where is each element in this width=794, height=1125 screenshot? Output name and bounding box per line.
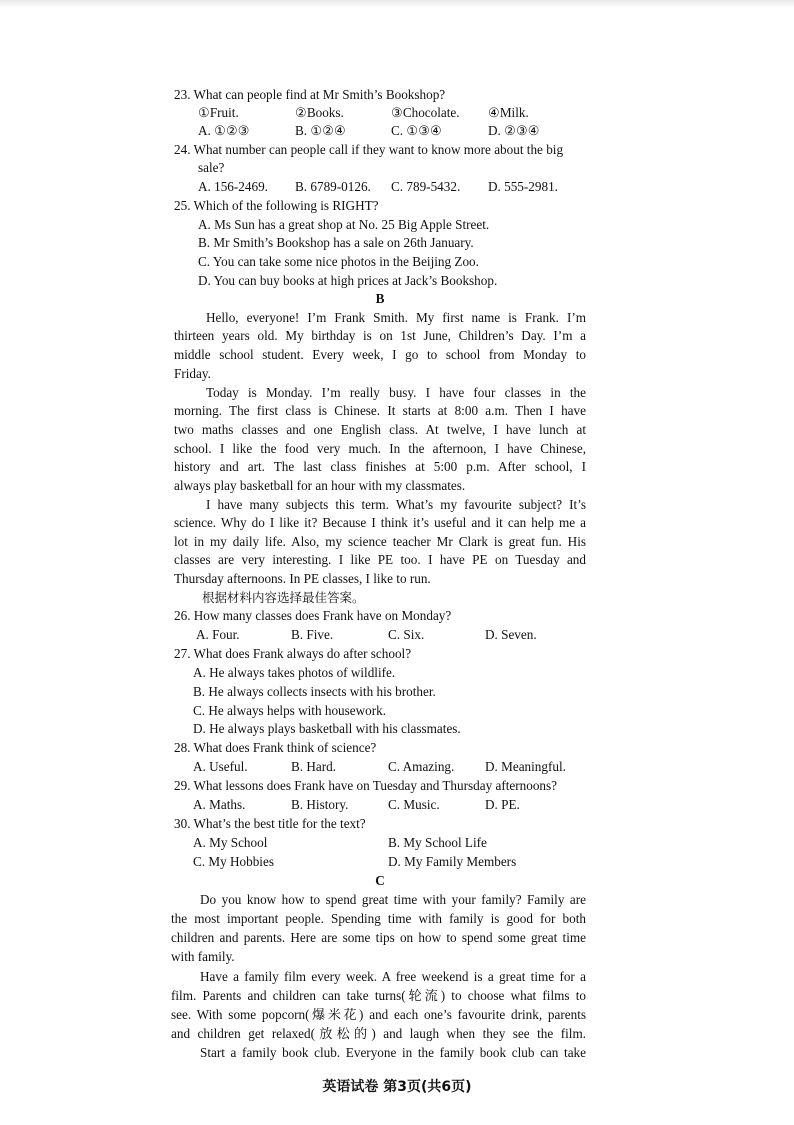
passage-b-line: Friday. xyxy=(174,366,211,381)
q26-option-c: C. Six. xyxy=(388,627,425,642)
q26-option-a: A. Four. xyxy=(196,627,240,642)
passage-b-line: I have many subjects this term. What’s my favourite subject? It’s xyxy=(206,497,586,512)
passage-b-line: Today is Monday. I’m really busy. I have four classes in the xyxy=(206,385,586,400)
passage-c-line: Have a family film every week. A free weekend is a great time for a xyxy=(200,969,586,984)
passage-b-line: always play basketball for an hour with my classmates. xyxy=(174,478,466,493)
q23-option-a: A. ①②③ xyxy=(198,123,250,138)
question-27-stem: 27. What does Frank always do after school? xyxy=(174,646,412,661)
q28-option-a: A. Useful. xyxy=(193,759,248,774)
q25-option-d: D. You can buy books at high prices at Jack’s Bookshop. xyxy=(198,273,498,288)
passage-b-line: lot in my daily life. Also, my science teacher Mr Clark is great fun. His xyxy=(174,534,586,549)
section-b-instruction: 根据材料内容选择最佳答案。 xyxy=(202,590,365,605)
question-24-stem-cont: sale? xyxy=(198,160,225,175)
passage-c-line: film. Parents and children can take turns(轮流) to choose what films to xyxy=(171,988,586,1003)
q23-item-4: ④Milk. xyxy=(488,105,529,120)
q29-option-c: C. Music. xyxy=(388,797,440,812)
q28-option-c: C. Amazing. xyxy=(388,759,455,774)
q28-option-b: B. Hard. xyxy=(291,759,337,774)
q23-option-c: C. ①③④ xyxy=(391,123,442,138)
q25-option-c: C. You can take some nice photos in the Beijing Zoo. xyxy=(198,254,479,269)
q30-option-b: B. My School Life xyxy=(388,835,487,850)
q23-option-b: B. ①②④ xyxy=(295,123,346,138)
passage-b-line: Hello, everyone! I’m Frank Smith. My first name is Frank. I’m xyxy=(206,310,586,325)
passage-b-line: morning. The first class is Chinese. It starts at 8:00 a.m. Then I have xyxy=(174,403,586,418)
section-b-heading: B xyxy=(375,291,385,306)
passage-c-line: the most important people. Spending time with family is good for both xyxy=(171,911,586,926)
passage-c-line: Start a family book club. Everyone in the family book club can take xyxy=(200,1045,586,1060)
passage-b-line: science. Why do I like it? Because I think it’s useful and it can help me a xyxy=(174,515,586,530)
q23-option-d: D. ②③④ xyxy=(488,123,540,138)
question-24-stem: 24. What number can people call if they want to know more about the big xyxy=(174,142,564,157)
passage-b-line: two maths classes and one English class. At twelve, I have lunch at xyxy=(174,422,586,437)
question-30-stem: 30. What’s the best title for the text? xyxy=(174,816,366,831)
passage-c-line: see. With some popcorn(爆米花) and each one’s favourite drink, parents xyxy=(171,1007,586,1022)
passage-b-line: school. I like the food very much. In the afternoon, I have Chinese, xyxy=(174,441,586,456)
q25-option-a: A. Ms Sun has a great shop at No. 25 Big Apple Street. xyxy=(198,217,490,232)
q24-option-c: C. 789-5432. xyxy=(391,179,461,194)
passage-b-line: history and art. The last class finishes at 5:00 p.m. After school, I xyxy=(174,459,586,474)
q29-option-a: A. Maths. xyxy=(193,797,246,812)
q28-option-d: D. Meaningful. xyxy=(485,759,566,774)
q30-option-a: A. My School xyxy=(193,835,268,850)
q27-option-b: B. He always collects insects with his brother. xyxy=(193,684,436,699)
q26-option-d: D. Seven. xyxy=(485,627,537,642)
passage-c-line: children and parents. Here are some tips on how to spend some great time xyxy=(171,930,586,945)
q23-item-1: ①Fruit. xyxy=(198,105,239,120)
page-footer: 英语试卷 第3页(共6页) xyxy=(322,1079,472,1095)
question-28-stem: 28. What does Frank think of science? xyxy=(174,740,377,755)
passage-c-line: and children get relaxed(放松的) and laugh when they see the film. xyxy=(171,1026,586,1041)
question-26-stem: 26. How many classes does Frank have on Monday? xyxy=(174,608,452,623)
q30-option-c: C. My Hobbies xyxy=(193,854,274,869)
q24-option-b: B. 6789-0126. xyxy=(295,179,371,194)
passage-c-line: Do you know how to spend great time with your family? Family are xyxy=(200,892,586,907)
q25-option-b: B. Mr Smith’s Bookshop has a sale on 26th January. xyxy=(198,235,474,250)
q24-option-a: A. 156-2469. xyxy=(198,179,268,194)
question-23-stem: 23. What can people find at Mr Smith’s Bookshop? xyxy=(174,87,446,102)
passage-b-line: Thursday afternoons. In PE classes, I like to run. xyxy=(174,571,431,586)
q23-item-2: ②Books. xyxy=(295,105,344,120)
q24-option-d: D. 555-2981. xyxy=(488,179,558,194)
question-29-stem: 29. What lessons does Frank have on Tuesday and Thursday afternoons? xyxy=(174,778,557,793)
q27-option-a: A. He always takes photos of wildlife. xyxy=(193,665,396,680)
passage-c-line: with family. xyxy=(171,949,235,964)
q30-option-d: D. My Family Members xyxy=(388,854,517,869)
section-c-heading: C xyxy=(375,873,385,888)
q23-item-3: ③Chocolate. xyxy=(391,105,460,120)
passage-b-line: thirteen years old. My birthday is on 1st June, Children’s Day. I’m a xyxy=(174,328,586,343)
scan-edge xyxy=(0,0,794,8)
q26-option-b: B. Five. xyxy=(291,627,334,642)
q29-option-d: D. PE. xyxy=(485,797,520,812)
question-25-stem: 25. Which of the following is RIGHT? xyxy=(174,198,379,213)
q27-option-d: D. He always plays basketball with his classmates. xyxy=(193,721,461,736)
q27-option-c: C. He always helps with housework. xyxy=(193,703,387,718)
q29-option-b: B. History. xyxy=(291,797,349,812)
passage-b-line: middle school student. Every week, I go to school from Monday to xyxy=(174,347,586,362)
passage-b-line: classes are very interesting. I like PE too. I have PE on Tuesday and xyxy=(174,552,586,567)
